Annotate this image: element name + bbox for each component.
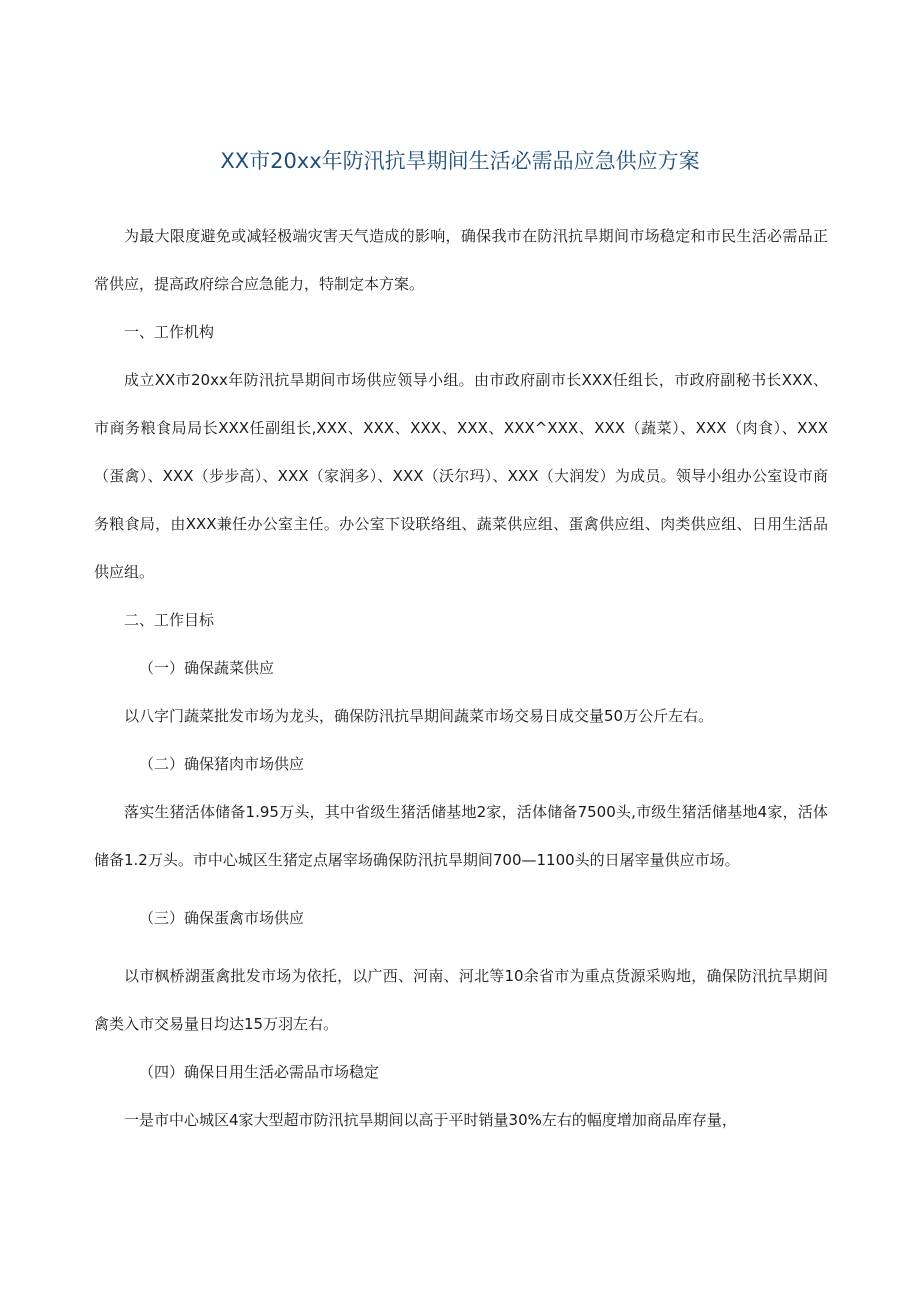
subheading-poultry: （三）确保蛋禽市场供应 <box>139 909 305 927</box>
subheading-vegetables: （一）确保蔬菜供应 <box>139 659 275 677</box>
document-body <box>94 212 828 1144</box>
paragraph-pork: 落实生猪活体储备1.95万头，其中省级生猪活储基地2家，活体储备7500头,市级生猪活储基地4家，活体储备1.2万头。市中心城区生猪定点屠宰场确保防汛抗旱期间700—1100头的日屠宰量供应市场。 <box>94 803 828 869</box>
section-heading-organization: 一、工作机构 <box>124 323 215 341</box>
paragraph-vegetables: 以八字门蔬菜批发市场为龙头，确保防汛抗旱期间蔬菜市场交易日成交量50万公斤左右。 <box>124 707 714 725</box>
subheading-daily-necessities: （四）确保日用生活必需品市场稳定 <box>139 1063 380 1081</box>
section-heading-goals: 二、工作目标 <box>124 611 215 629</box>
paragraph-intro: 为最大限度避免或减轻极端灾害天气造成的影响，确保我市在防汛抗旱期间市场稳定和市民生活必需品正常供应，提高政府综合应急能力，特制定本方案。 <box>94 227 828 293</box>
subheading-pork: （二）确保猪肉市场供应 <box>139 755 305 773</box>
document-title: XX市20xx年防汛抗旱期间生活必需品应急供应方案 <box>220 149 700 173</box>
paragraph-poultry: 以市枫桥湖蛋禽批发市场为依托，以广西、河南、河北等10余省市为重点货源采购地，确保防汛抗旱期间禽类入市交易量日均达15万羽左右。 <box>94 967 828 1033</box>
paragraph-organization: 成立XX市20xx年防汛抗旱期间市场供应领导小组。由市政府副市长XXX任组长，市政府副秘书长XXX、市商务粮食局局长XXX任副组长,XXX、XXX、XXX、XXX、XXX^XXX、XXX（蔬菜）、XXX（肉食）、XXX（蛋禽）、XXX（步步高）、XXX（家润多）、XXX（沃尔玛）、XXX（大润发）为成员。领导小组办公室设市商务粮食局，由XXX兼任办公室主任。办公室下设联络组、蔬菜供应组、蛋禽供应组、肉类供应组、日用生活品供应组。 <box>94 371 828 581</box>
paragraph-daily-necessities: 一是市中心城区4家大型超市防汛抗旱期间以高于平时销量30%左右的幅度增加商品库存量， <box>124 1111 737 1129</box>
